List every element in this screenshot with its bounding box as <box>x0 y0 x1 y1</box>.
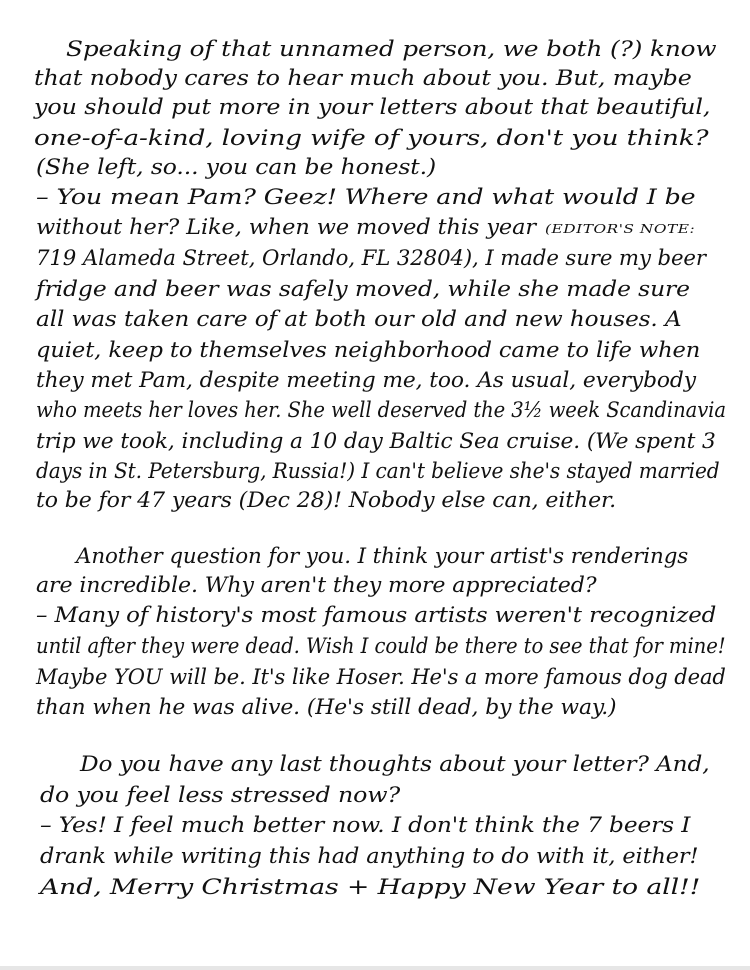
letter-line: that nobody cares to hear much about you. But, maybe <box>34 66 692 90</box>
letter-line: 719 Alameda Street, Orlando, FL 32804), I made sure my beer <box>36 246 706 270</box>
letter-line: they met Pam, despite meeting me, too. As usual, everybody <box>36 368 696 392</box>
letter-line: Speaking of that unnamed person, we both (?) know <box>66 37 717 61</box>
letter-line: Another question for you. I think your artist's renderings <box>76 544 689 568</box>
letter-line: Maybe YOU will be. It's like Hoser. He's a more famous dog dead <box>36 665 726 689</box>
letter-line: all was taken care of at both our old and new houses. A <box>36 307 682 331</box>
letter-line: than when he was alive. (He's still dead, by the way.) <box>36 695 617 719</box>
letter-line: – Yes! I feel much better now. I don't think the 7 beers I <box>40 813 691 837</box>
letter-line: days in St. Petersburg, Russia!) I can't believe she's stayed married <box>36 459 720 483</box>
letter-line: fridge and beer was safely moved, while she made sure <box>36 277 690 301</box>
letter-line: without her? Like, when we moved this year <box>36 215 536 239</box>
letter-line: are incredible. Why aren't they more appreciated? <box>36 573 597 597</box>
letter-line: to be for 47 years (Dec 28)! Nobody else can, either. <box>36 488 616 512</box>
letter-line: one-of-a-kind, loving wife of yours, don't you think? <box>34 126 709 150</box>
scan-bottom-edge <box>0 966 750 970</box>
letter-line: (She left, so... you can be honest.) <box>36 155 437 179</box>
letter-line: trip we took, including a 10 day Baltic Sea cruise. (We spent 3 <box>36 429 716 453</box>
letter-line: – You mean Pam? Geez! Where and what would I be <box>36 185 696 209</box>
letter-line: who meets her loves her. She well deserved the 3½ week Scandinavia <box>36 398 726 422</box>
editors-note-label: (EDITOR'S NOTE: <box>545 222 696 236</box>
letter-line: Do you have any last thoughts about your letter? And, <box>80 752 710 776</box>
letter-line: And, Merry Christmas + Happy New Year to all!! <box>40 875 701 899</box>
letter-line: do you feel less stressed now? <box>40 783 401 807</box>
letter-line: drank while writing this had anything to do with it, either! <box>40 844 699 868</box>
letter-line: – Many of history's most famous artists weren't recognized <box>36 603 717 627</box>
letter-line: quiet, keep to themselves neighborhood came to life when <box>36 338 701 362</box>
letter-line: you should put more in your letters about that beautiful, <box>34 95 711 119</box>
letter-line: until after they were dead. Wish I could be there to see that for mine! <box>36 634 726 658</box>
